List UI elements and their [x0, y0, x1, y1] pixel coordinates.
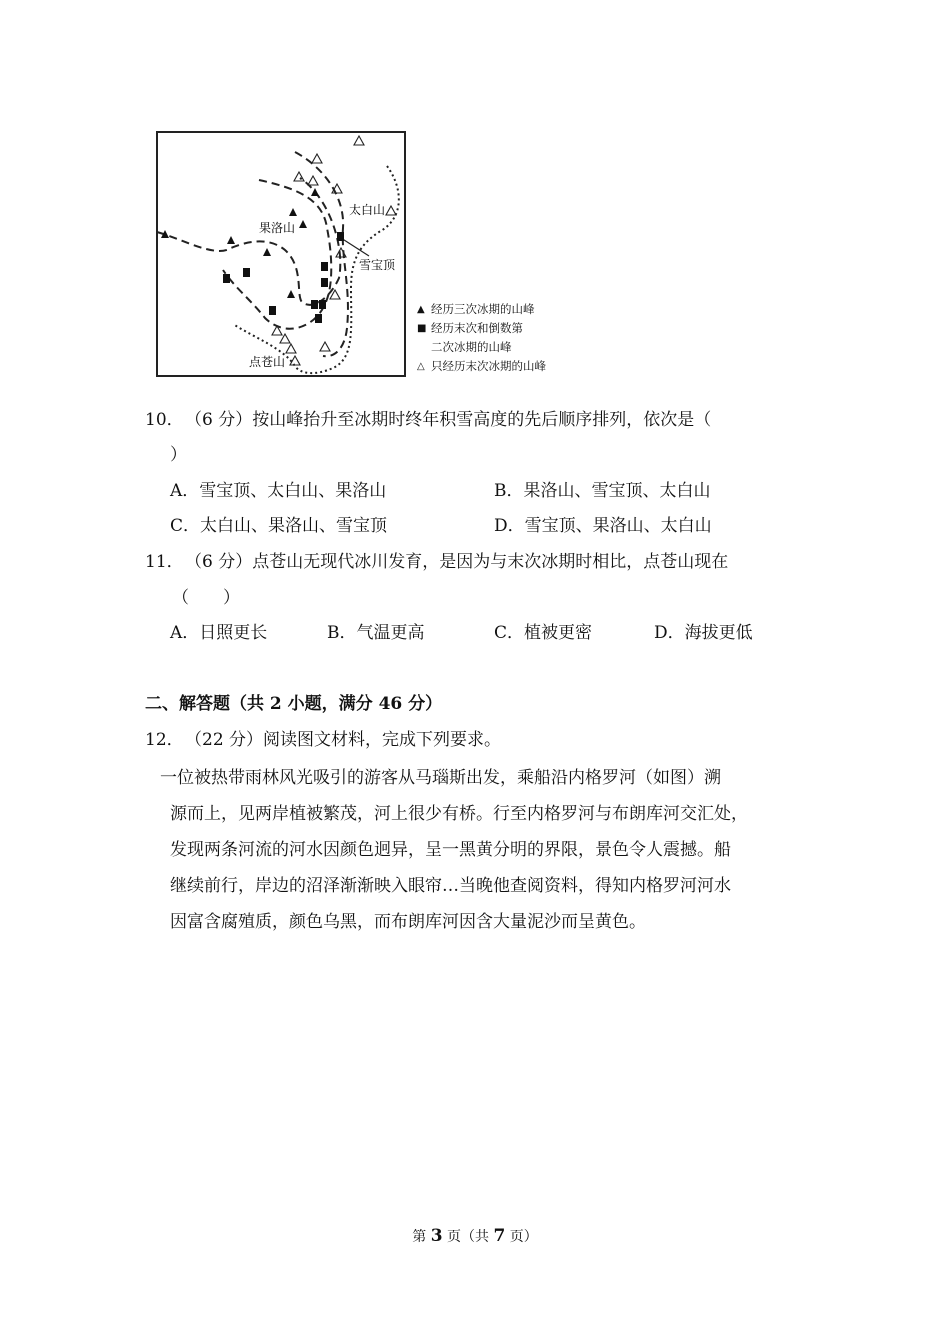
q10-option-c: C．太白山、果洛山、雪宝顶: [170, 516, 388, 536]
legend-three: 经历三次冰期的山峰: [431, 302, 535, 316]
q10-option-a: A．雪宝顶、太白山、果洛山: [170, 481, 387, 501]
q11-stem: （6 分）点苍山无现代冰川发育，是因为与末次冰期时相比，点苍山现在: [185, 552, 729, 572]
footer-mid: 页（共: [447, 1229, 489, 1245]
label-xuebao: 雪宝顶: [359, 258, 396, 272]
footer-page-number: 3: [430, 1226, 443, 1246]
filled-triangle-icon: ▲: [417, 304, 425, 315]
q10-number: 10．: [145, 410, 184, 430]
footer-total-pages: 7: [493, 1226, 506, 1246]
section2-title: 二、解答题（共 2 小题，满分 46 分）: [145, 694, 443, 714]
q12-stem: （22 分）阅读图文材料，完成下列要求。: [185, 730, 502, 750]
q10-option-b: B．果洛山、雪宝顶、太白山: [494, 481, 711, 501]
q12-para-line: 因富含腐殖质，颜色乌黑，而布朗库河因含大量泥沙而呈黄色。: [170, 912, 646, 932]
q12-para-line: 源而上，见两岸植被繁茂，河上很少有桥。行至内格罗河与布朗库河交汇处，: [170, 804, 748, 824]
label-guoluo: 果洛山: [259, 221, 296, 235]
q11-option-b: B．气温更高: [327, 623, 425, 643]
footer-post: 页）: [509, 1229, 538, 1245]
footer-pre: 第: [412, 1229, 427, 1245]
legend-last-two-1: 经历末次和倒数第: [431, 321, 523, 335]
q10-stem: （6 分）按山峰抬升至冰期时终年积雪高度的先后顺序排列，依次是（: [185, 410, 712, 430]
q12-para-line: 发现两条河流的河水因颜色迥异，呈一黑黄分明的界限，景色令人震撼。船: [170, 840, 731, 860]
q11-stem2: （ ）: [172, 588, 240, 608]
filled-square-icon: ■: [417, 323, 427, 334]
q12-number: 12．: [145, 730, 184, 750]
q11-option-c: C．植被更密: [494, 623, 593, 643]
q12-para-line: 一位被热带雨林风光吸引的游客从马瑙斯出发，乘船沿内格罗河（如图）溯: [160, 768, 721, 788]
label-diancang: 点苍山: [249, 355, 286, 369]
q10-option-d: D．雪宝顶、果洛山、太白山: [494, 516, 712, 536]
q11-option-d: D．海拔更低: [654, 623, 753, 643]
map-legend: [417, 300, 577, 376]
q11-number: 11．: [145, 552, 184, 572]
glacier-map-figure: [155, 128, 575, 380]
map-frame: [157, 132, 405, 376]
q12-para-line: 继续前行，岸边的沼泽渐渐映入眼帘…当晚他查阅资料，得知内格罗河河水: [170, 876, 731, 896]
open-triangle-icon: △: [417, 361, 425, 372]
page-footer: [0, 1226, 950, 1246]
legend-last-two-2: 二次冰期的山峰: [431, 340, 512, 354]
q11-option-a: A．日照更长: [170, 623, 268, 643]
legend-last-only: 只经历末次冰期的山峰: [431, 359, 546, 373]
q10-stem2: ）: [170, 445, 187, 465]
label-taibai: 太白山: [349, 203, 386, 217]
